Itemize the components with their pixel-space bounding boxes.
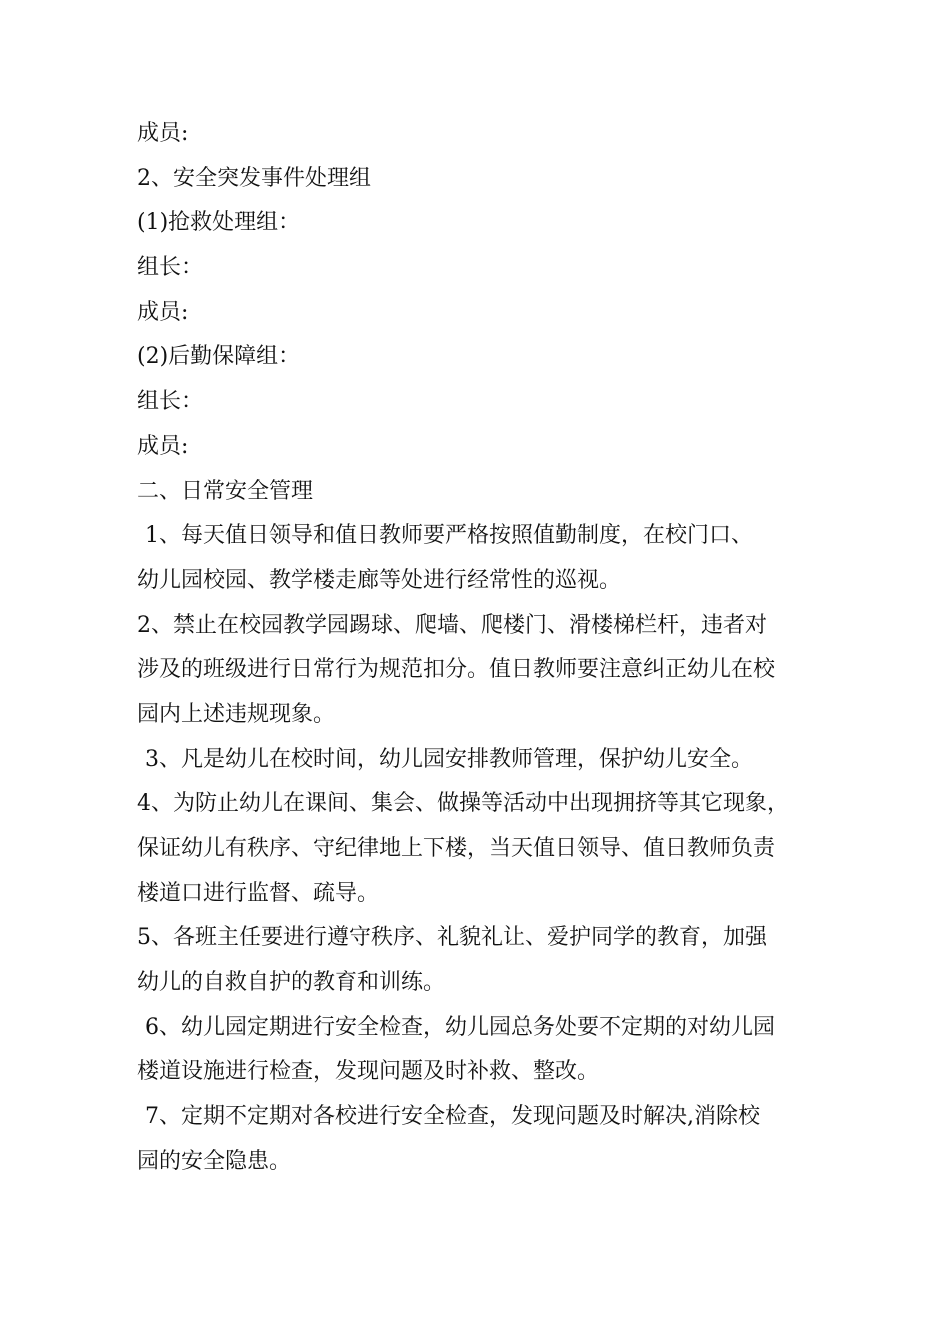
text-line: 组长： <box>137 255 204 281</box>
text-line: 成员: <box>137 299 189 325</box>
paragraph-line: 3、凡是幼儿在校时间，幼儿园安排教师管理，保护幼儿安全。 <box>145 746 753 772</box>
paragraph-line: 幼儿园校园、教学楼走廊等处进行经常性的巡视。 <box>137 567 622 593</box>
subsection-heading: (1)抢救处理组： <box>137 210 301 236</box>
paragraph-line: 园内上述违规现象。 <box>137 701 336 727</box>
paragraph-line: 园的安全隐患。 <box>137 1148 292 1174</box>
section-heading: 2、安全突发事件处理组 <box>137 165 371 191</box>
paragraph-line: 幼儿的自救自护的教育和训练。 <box>137 970 446 996</box>
paragraph-line: 楼道设施进行检查，发现问题及时补救、整改。 <box>137 1059 600 1085</box>
paragraph-line: 涉及的班级进行日常行为规范扣分。值日教师要注意纠正幼儿在校 <box>137 657 776 683</box>
paragraph-line: 6、幼儿园定期进行安全检查，幼儿园总务处要不定期的对幼儿园 <box>145 1014 775 1040</box>
document-body <box>137 112 827 1185</box>
text-line: 成员: <box>137 121 189 146</box>
paragraph-line: 2、禁止在校园教学园踢球、爬墙、爬楼门、滑楼梯栏杆，违者对 <box>137 612 767 638</box>
text-line: 成员: <box>137 433 189 459</box>
paragraph-line: 1、每天值日领导和值日教师要严格按照值勤制度，在校门口、 <box>145 523 753 549</box>
paragraph-line: 7、定期不定期对各校进行安全检查，发现问题及时解决,消除校 <box>145 1104 760 1130</box>
section-heading: 二、日常安全管理 <box>137 478 314 504</box>
subsection-heading: (2)后勤保障组： <box>137 344 301 370</box>
text-line: 组长： <box>137 389 204 415</box>
paragraph-line: 5、各班主任要进行遵守秩序、礼貌礼让、爱护同学的教育，加强 <box>137 925 767 951</box>
paragraph-line: 保证幼儿有秩序、守纪律地上下楼，当天值日领导、值日教师负责 <box>137 836 776 861</box>
paragraph-line: 楼道口进行监督、疏导。 <box>137 880 380 906</box>
paragraph-line: 4、为防止幼儿在课间、集会、做操等活动中出现拥挤等其它现象， <box>137 791 789 817</box>
